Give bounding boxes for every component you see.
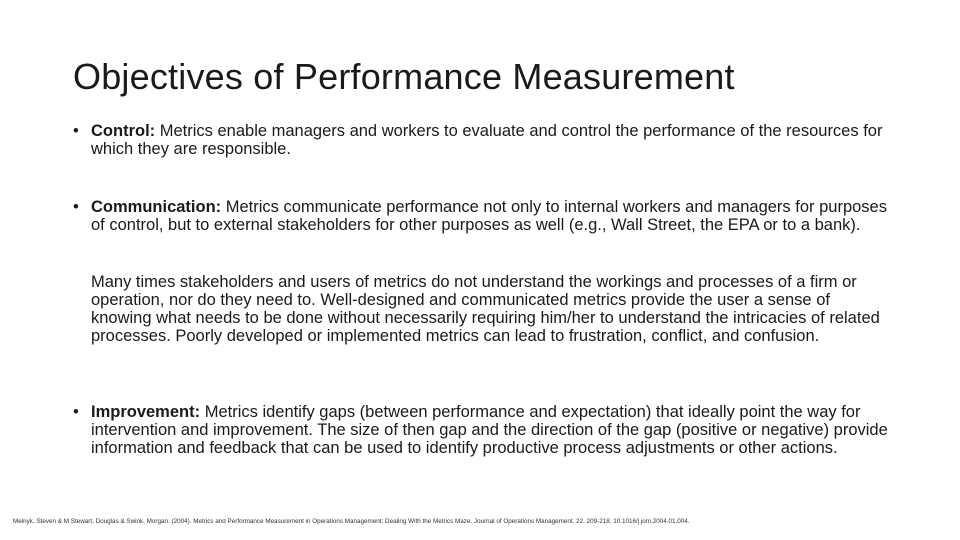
- bullet-row: [73, 122, 893, 158]
- slide-title: Objectives of Performance Measurement: [73, 56, 735, 97]
- bullet-row: [73, 403, 893, 457]
- bullet-term: Communication:: [91, 198, 222, 216]
- citation: Melnyk, Steven & M Stewart, Douglas & Swink, Morgan. (2004). Metrics and Performance Measurement in Operations Management: Dealing With the Metrics Maze. Journal of Operations Management. 22. 209-218. 10.1016/j.jom.2004.01.004.: [13, 518, 690, 525]
- bullet-dot-icon: •: [73, 198, 79, 216]
- bullet-row: [73, 198, 893, 234]
- bullet-term: Control:: [91, 122, 156, 140]
- bullet-communication: [73, 198, 893, 234]
- bullet-dot-icon: •: [73, 403, 79, 421]
- bullet-text: Metrics identify gaps (between performance and expectation) that ideally point the way for intervention and improvement. The size of then gap and the direction of the gap (positive or negative) provide information and feedback that can be used to identify productive process adjustments or other actions.: [91, 403, 888, 457]
- bullet-text: Metrics communicate performance not only to internal workers and managers for purposes of control, but to external stakeholders for other purposes as well (e.g., Wall Street, the EPA or to a bank).: [91, 198, 887, 234]
- bullet-text: Metrics enable managers and workers to evaluate and control the performance of the resources for which they are responsible.: [91, 122, 883, 158]
- bullet-control: [73, 122, 893, 158]
- bullet-dot-icon: •: [73, 122, 79, 140]
- bullet-term: Improvement:: [91, 403, 201, 421]
- bullet-improvement: [73, 403, 893, 457]
- paragraph-text: Many times stakeholders and users of metrics do not understand the workings and processes of a firm or operation, nor do they need to. Well-designed and communicated metrics provide the user a sense of knowing what needs to be done without necessarily requiring him/her to understand the intricacies of related processes. Poorly developed or implemented metrics can lead to frustration, conflict, and confusion.: [91, 273, 880, 345]
- communication-paragraph: [73, 273, 893, 345]
